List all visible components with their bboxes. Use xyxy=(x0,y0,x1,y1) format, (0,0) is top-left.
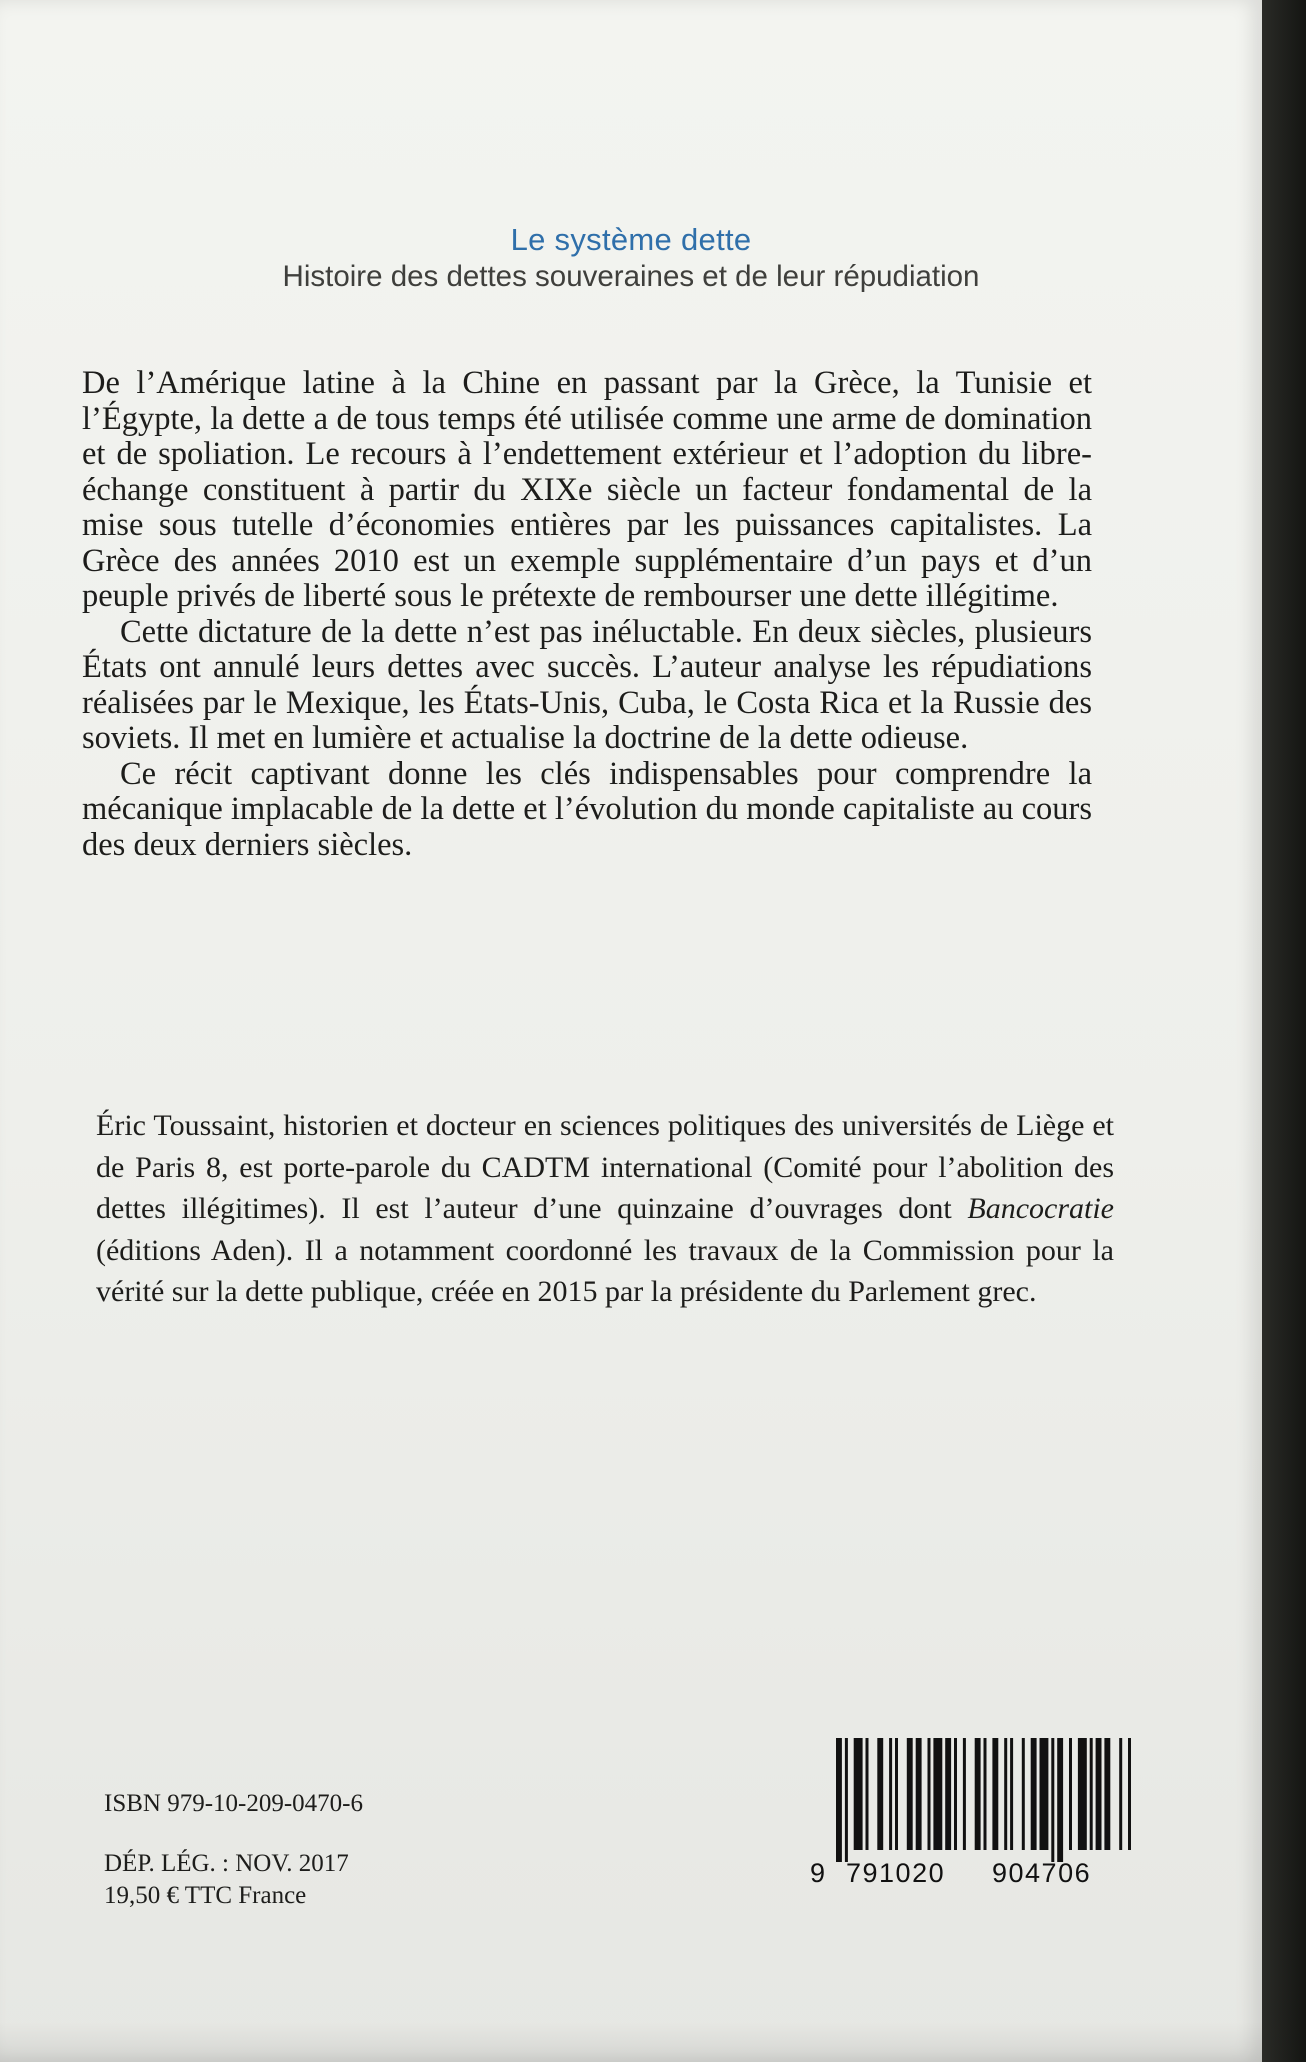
barcode-bar xyxy=(1090,1738,1093,1850)
barcode xyxy=(810,1738,1140,1900)
depot-legal: DÉP. LÉG. : NOV. 2017 xyxy=(104,1850,349,1877)
barcode-bar xyxy=(1010,1738,1013,1850)
barcode-bar xyxy=(984,1738,987,1850)
author-bio-book-title: Bancocratie xyxy=(967,1192,1114,1225)
barcode-bar xyxy=(866,1738,869,1850)
barcode-bar xyxy=(1096,1738,1102,1850)
barcode-bar xyxy=(992,1738,998,1850)
barcode-bar xyxy=(1031,1738,1037,1850)
barcode-bar xyxy=(854,1738,863,1850)
barcode-bar xyxy=(1057,1738,1063,1862)
barcode-bar xyxy=(889,1738,892,1850)
barcode-bar xyxy=(877,1738,883,1850)
barcode-bar xyxy=(954,1738,957,1850)
barcode-bar xyxy=(933,1738,942,1850)
barcode-first-digit: 9 xyxy=(810,1858,827,1888)
barcode-bar xyxy=(1104,1738,1110,1850)
author-bio-text-2: (éditions Aden). Il a notamment coordonné les travaux de la Commission pour la vérité sur la dette publique, créée en 2015 par la présidente du Parlement grec. xyxy=(96,1233,1114,1308)
summary-paragraph-1: De l’Amérique latine à la Chine en passant par la Grèce, la Tunisie et l’Égypte, la dette a de tous temps été utilisée comme une arme de domination et de spoliation. Le recours à l’endettement extérieur et l’adoption du libre-échange constituent à partir du XIXe siècle un facteur fondamental de la mise sous tutelle d’économies entières par les puissances capitalistes. La Grèce des années 2010 est un exemple supplémentaire d’un pays et d’un peuple privés de liberté sous le prétexte de rembourser une dette illégitime. xyxy=(82,365,1092,614)
barcode-bar xyxy=(1119,1738,1122,1850)
cover-shadow xyxy=(0,2022,1262,2062)
author-bio-text-1: Éric Toussaint, historien et docteur en sciences politiques des universités de Liège et de Paris 8, est porte-parole du CADTM international (Comité pour l’abolition des dettes illégitimes). Il est l’auteur d’une quinzaine d’ouvrages dont xyxy=(96,1109,1114,1225)
background-edge xyxy=(1262,0,1306,2062)
barcode-bar xyxy=(1128,1738,1131,1850)
isbn-label: ISBN 979-10-209-0470-6 xyxy=(104,1790,364,1817)
barcode-bar xyxy=(907,1738,913,1850)
summary-paragraph-3: Ce récit captivant donne les clés indispensables pour comprendre la mécanique implacable de la dette et l’évolution du monde capitaliste au cours des deux derniers siècles. xyxy=(82,755,1092,863)
barcode-bar xyxy=(1004,1738,1007,1850)
legal-info xyxy=(104,1848,349,1912)
barcode-bar xyxy=(1069,1738,1072,1850)
author-bio xyxy=(96,1105,1114,1313)
barcode-bars xyxy=(810,1738,1140,1863)
barcode-bar xyxy=(836,1738,842,1862)
book-title: Le système dette xyxy=(510,222,752,257)
book-summary xyxy=(82,366,1092,863)
barcode-bar xyxy=(1022,1738,1025,1850)
barcode-bar xyxy=(945,1738,951,1850)
barcode-bar xyxy=(928,1738,931,1850)
barcode-bar xyxy=(916,1738,922,1850)
barcode-digit-group-2: 904706 xyxy=(992,1858,1092,1888)
barcode-bar xyxy=(845,1738,848,1862)
barcode-digit-group-1: 791020 xyxy=(846,1858,946,1888)
price-label: 19,50 € TTC France xyxy=(104,1882,307,1909)
barcode-bar xyxy=(1051,1738,1054,1862)
barcode-bar xyxy=(975,1738,981,1850)
summary-paragraph-2: Cette dictature de la dette n’est pas inéluctable. En deux siècles, plusieurs États ont annulé leurs dettes avec succès. L’auteur analyse les répudiations réalisées par le Mexique, les États-Unis, Cuba, le Costa Rica et la Russie des soviets. Il met en lumière et actualise la doctrine de la dette odieuse. xyxy=(82,613,1092,756)
barcode-bar xyxy=(1040,1738,1049,1850)
barcode-bar xyxy=(1078,1738,1087,1850)
barcode-bar xyxy=(895,1738,898,1850)
barcode-bar xyxy=(963,1738,966,1850)
book-subtitle: Histoire des dettes souveraines et de leur répudiation xyxy=(282,260,980,293)
